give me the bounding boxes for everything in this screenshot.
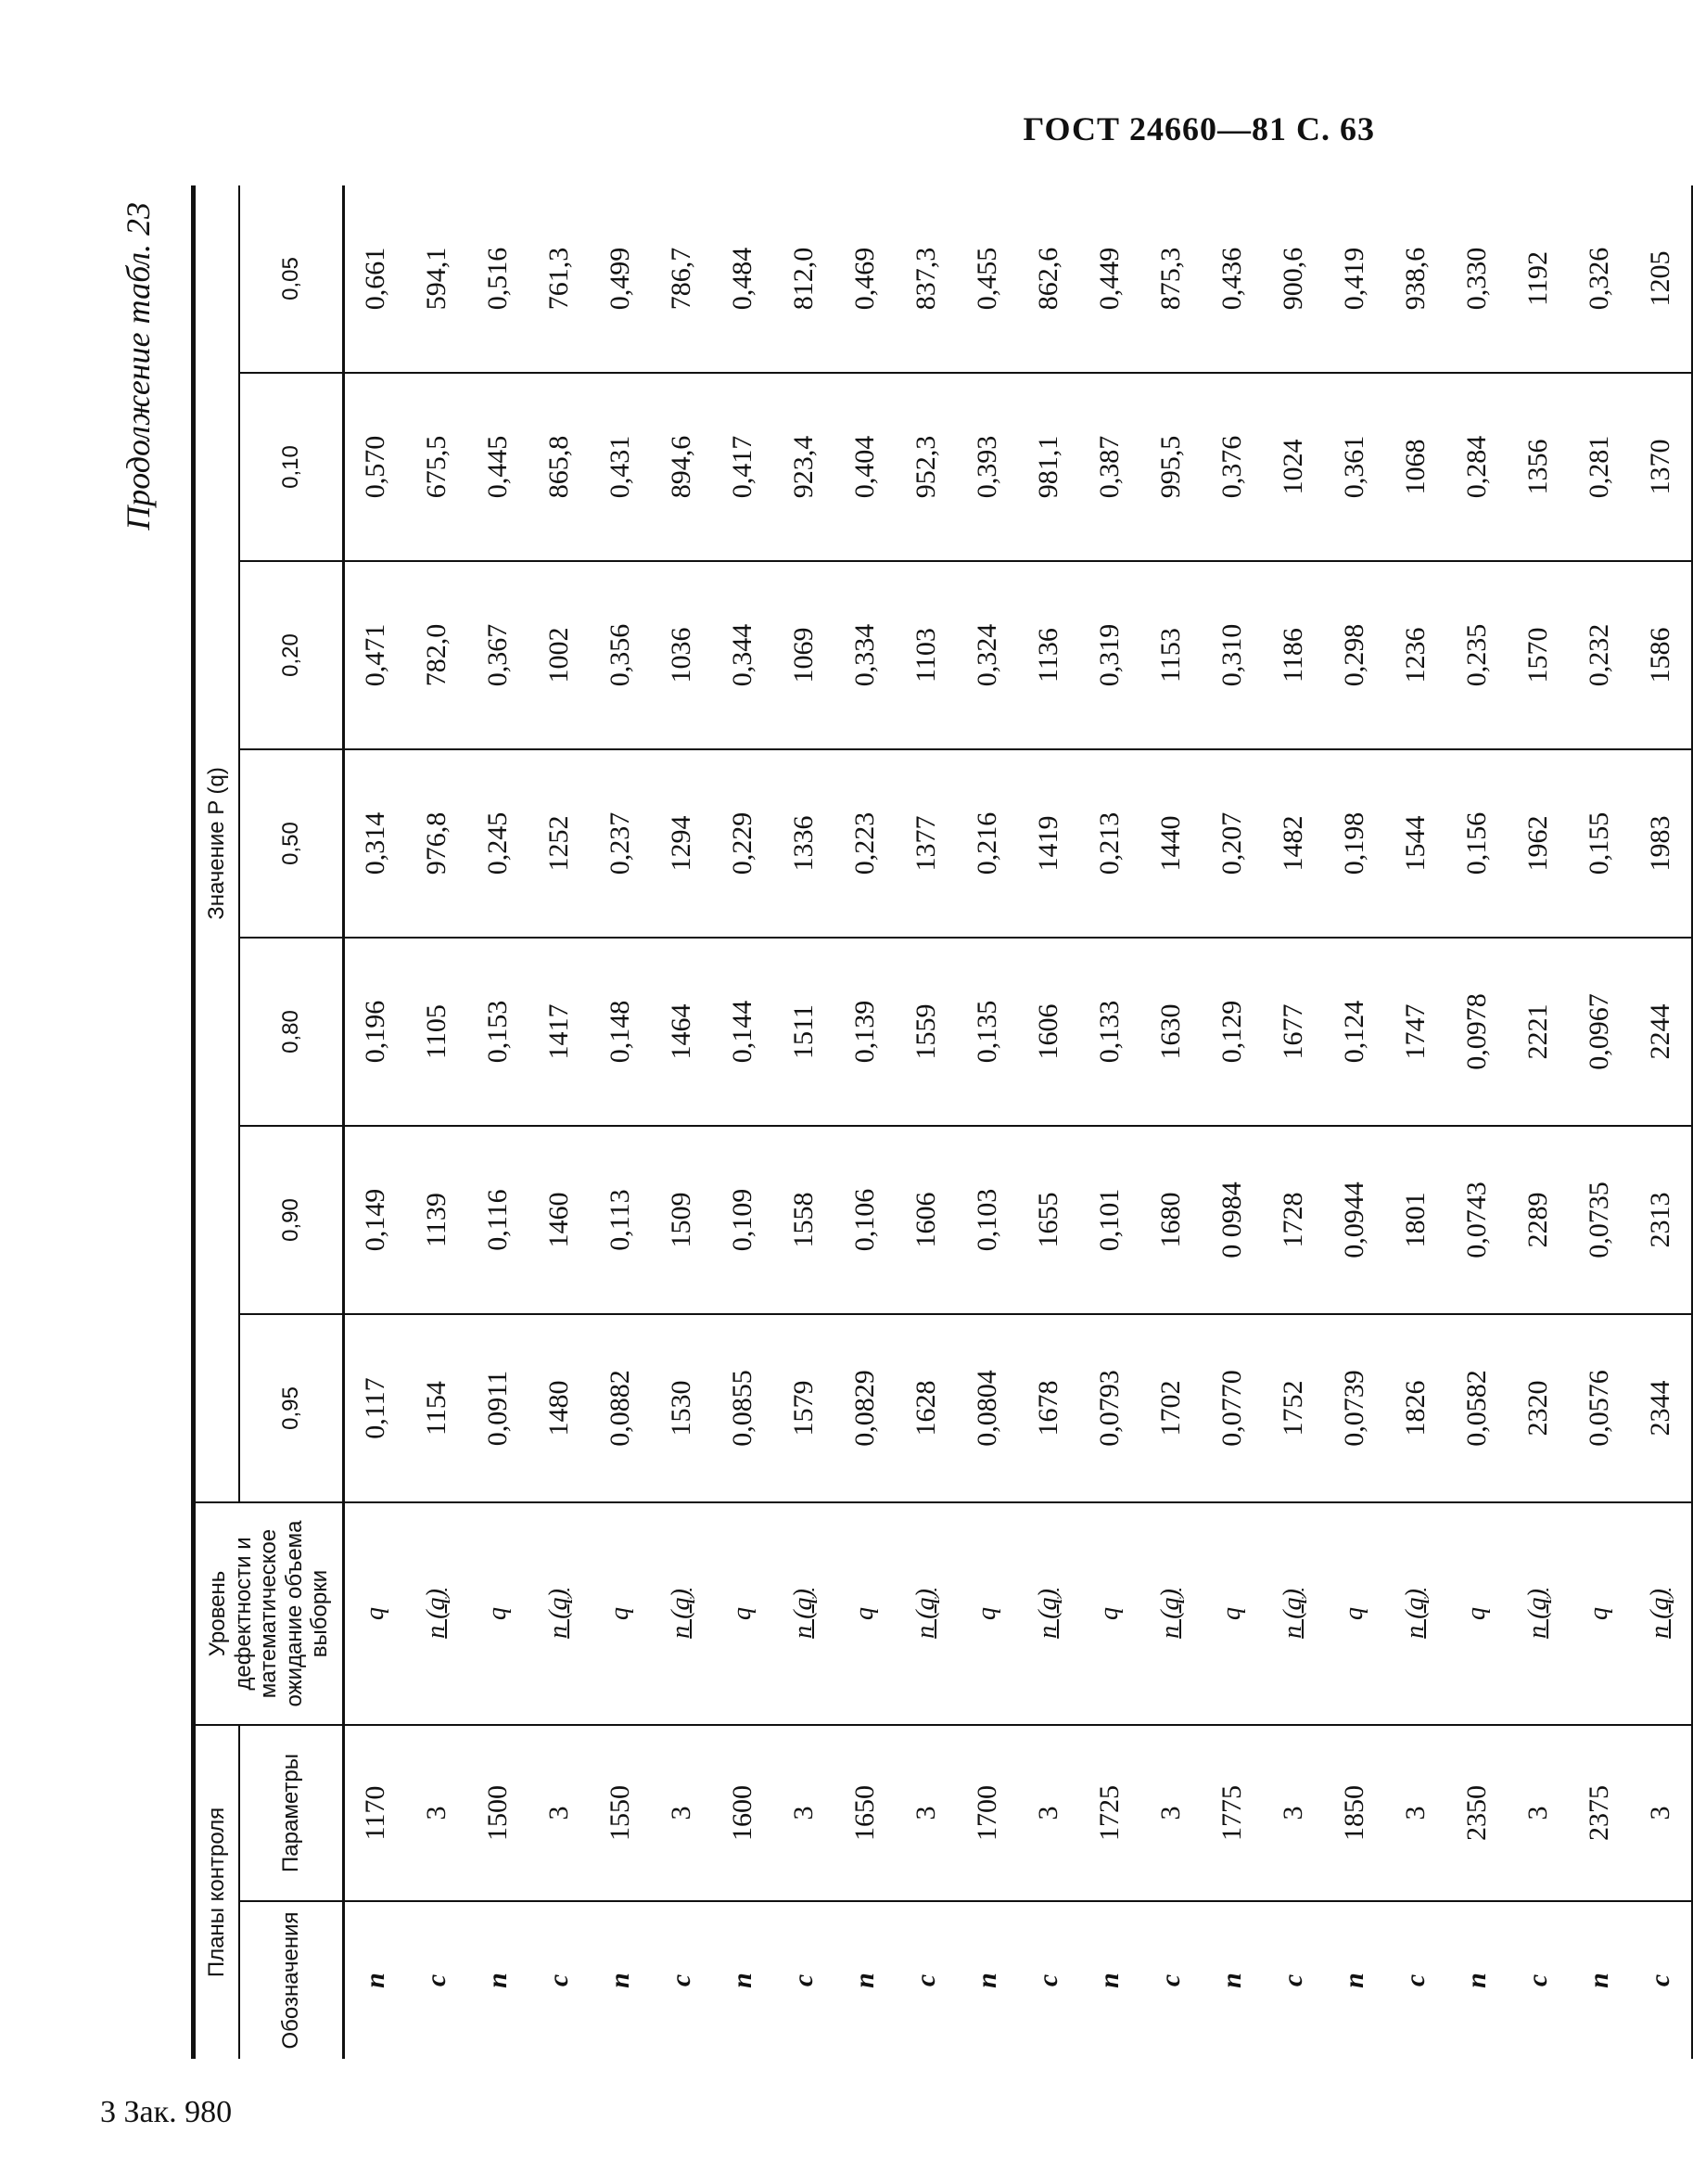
value-cell: 0,207 [1202, 749, 1263, 938]
value-cell: 0,155 [1569, 749, 1630, 938]
value-cell: 1511 [773, 938, 834, 1126]
value-cell: 2344 [1630, 1314, 1692, 1502]
table-row [1079, 185, 1140, 2059]
value-cell: 1530 [651, 1314, 712, 1502]
header-level [194, 1502, 344, 1725]
value-cell: 0,196 [344, 938, 407, 1126]
level-cell [590, 1502, 651, 1725]
level-cell [344, 1502, 407, 1725]
header-p-6: 0,05 [239, 185, 344, 373]
value-cell: 1002 [528, 561, 590, 749]
table-row [528, 185, 590, 2059]
table-row [344, 185, 407, 2059]
value-cell: 812,0 [773, 185, 834, 373]
table-caption: Продолжение табл. 23 [120, 202, 157, 530]
value-cell: 995,5 [1140, 373, 1202, 561]
table-row [1446, 185, 1508, 2059]
value-cell: 0,404 [834, 373, 896, 561]
level-cell [467, 1502, 528, 1725]
designation-cell: c [788, 1973, 819, 1987]
value-cell: 1419 [1018, 749, 1079, 938]
value-cell: 0,0743 [1446, 1126, 1508, 1314]
value-cell: 0,0739 [1324, 1314, 1385, 1502]
value-cell: 1460 [528, 1126, 590, 1314]
level-symbol: q [1340, 1607, 1368, 1620]
value-cell: 1801 [1385, 1126, 1446, 1314]
value-cell: 1336 [773, 749, 834, 938]
designation-cell: c [666, 1973, 696, 1987]
value-cell: 0,0855 [712, 1314, 773, 1502]
table-row [1140, 185, 1202, 2059]
value-cell: 786,7 [651, 185, 712, 373]
header-p-0: 0,95 [239, 1314, 344, 1502]
designation-cell: n [727, 1973, 757, 1988]
value-cell: 1154 [406, 1314, 467, 1502]
parameter-cell: 1170 [344, 1725, 407, 1901]
designation-cell: c [1155, 1973, 1186, 1987]
value-cell: 0,153 [467, 938, 528, 1126]
value-cell: 0,314 [344, 749, 407, 938]
level-symbol: n (q) [1646, 1589, 1674, 1639]
level-symbol: n (q) [422, 1589, 451, 1639]
value-cell: 2244 [1630, 938, 1692, 1126]
designation-cell: c [910, 1973, 941, 1987]
value-cell: 1153 [1140, 561, 1202, 749]
level-cell [1569, 1502, 1630, 1725]
table-row [1324, 185, 1385, 2059]
value-cell: 1655 [1018, 1126, 1079, 1314]
level-symbol: n (q) [1401, 1589, 1430, 1639]
value-cell: 0,661 [344, 185, 407, 373]
level-cell [1446, 1502, 1508, 1725]
value-cell: 1252 [528, 749, 590, 938]
value-cell: 0,330 [1446, 185, 1508, 373]
value-cell: 0,471 [344, 561, 407, 749]
value-cell: 0,245 [467, 749, 528, 938]
value-cell: 0,144 [712, 938, 773, 1126]
value-cell: 0,436 [1202, 185, 1263, 373]
value-cell: 1702 [1140, 1314, 1202, 1502]
value-cell: 761,3 [528, 185, 590, 373]
level-symbol: q [728, 1607, 757, 1620]
value-cell: 0,310 [1202, 561, 1263, 749]
level-symbol: q [483, 1607, 512, 1620]
table-row [1630, 185, 1692, 2059]
level-cell [773, 1502, 834, 1725]
designation-cell: n [1461, 1973, 1492, 1988]
header-p-4: 0,20 [239, 561, 344, 749]
value-cell: 0,284 [1446, 373, 1508, 561]
value-cell: 1069 [773, 561, 834, 749]
value-cell: 0,387 [1079, 373, 1140, 561]
value-cell: 1586 [1630, 561, 1692, 749]
value-cell: 0,499 [590, 185, 651, 373]
value-cell: 1606 [1018, 938, 1079, 1126]
parameter-cell: 1500 [467, 1725, 528, 1901]
value-cell: 1570 [1508, 561, 1569, 749]
table-row [651, 185, 712, 2059]
level-cell [1140, 1502, 1202, 1725]
value-cell: 0,431 [590, 373, 651, 561]
value-cell: 1606 [896, 1126, 957, 1314]
value-cell: 1139 [406, 1126, 467, 1314]
designation-cell: n [482, 1973, 513, 1988]
value-cell: 1440 [1140, 749, 1202, 938]
table-row [834, 185, 896, 2059]
parameter-cell: 1725 [1079, 1725, 1140, 1901]
designation-cell: n [605, 1973, 635, 1988]
data-table [191, 185, 1693, 2059]
level-symbol: n (q) [911, 1589, 940, 1639]
value-cell: 0,117 [344, 1314, 407, 1502]
level-symbol: q [1217, 1607, 1246, 1620]
level-symbol: n (q) [667, 1589, 695, 1639]
parameter-cell: 3 [1263, 1725, 1324, 1901]
value-cell: 976,8 [406, 749, 467, 938]
rotated-table-block [119, 185, 1675, 2059]
value-cell: 0,139 [834, 938, 896, 1126]
value-cell: 0,232 [1569, 561, 1630, 749]
page-header: ГОСТ 24660—81 С. 63 [1023, 110, 1375, 147]
value-cell: 1192 [1508, 185, 1569, 373]
value-cell: 0,0804 [957, 1314, 1018, 1502]
table-row [957, 185, 1018, 2059]
value-cell: 1417 [528, 938, 590, 1126]
value-cell: 0,356 [590, 561, 651, 749]
table-row [712, 185, 773, 2059]
table-row [1508, 185, 1569, 2059]
value-cell: 0,484 [712, 185, 773, 373]
designation-cell: n [972, 1973, 1002, 1988]
value-cell: 1544 [1385, 749, 1446, 938]
level-cell [1508, 1502, 1569, 1725]
level-symbol: n (q) [1523, 1589, 1552, 1639]
value-cell: 0,133 [1079, 938, 1140, 1126]
parameter-cell: 2350 [1446, 1725, 1508, 1901]
value-cell: 0,113 [590, 1126, 651, 1314]
value-cell: 0,334 [834, 561, 896, 749]
level-cell [406, 1502, 467, 1725]
value-cell: 1356 [1508, 373, 1569, 561]
level-symbol: q [973, 1607, 1001, 1620]
header-p-1: 0,90 [239, 1126, 344, 1314]
level-cell [712, 1502, 773, 1725]
header-p-5: 0,10 [239, 373, 344, 561]
value-cell: 1747 [1385, 938, 1446, 1126]
value-cell: 594,1 [406, 185, 467, 373]
level-cell [1385, 1502, 1446, 1725]
value-cell: 0,149 [344, 1126, 407, 1314]
parameter-cell: 3 [1630, 1725, 1692, 1901]
header-p-3: 0,50 [239, 749, 344, 938]
value-cell: 0,0911 [467, 1314, 528, 1502]
level-symbol: q [1462, 1607, 1491, 1620]
level-cell [1079, 1502, 1140, 1725]
table-row [1202, 185, 1263, 2059]
value-cell: 2289 [1508, 1126, 1569, 1314]
value-cell: 0,344 [712, 561, 773, 749]
value-cell: 0,129 [1202, 938, 1263, 1126]
value-cell: 0,367 [467, 561, 528, 749]
value-cell: 837,3 [896, 185, 957, 373]
value-cell: 1628 [896, 1314, 957, 1502]
value-cell: 1678 [1018, 1314, 1079, 1502]
parameter-cell: 1600 [712, 1725, 773, 1901]
table-row [467, 185, 528, 2059]
value-cell: 0,469 [834, 185, 896, 373]
value-cell: 0,393 [957, 373, 1018, 561]
designation-cell: n [849, 1973, 880, 1988]
value-cell: 1136 [1018, 561, 1079, 749]
designation-cell: c [1522, 1973, 1553, 1987]
value-cell: 0,324 [957, 561, 1018, 749]
value-cell: 2320 [1508, 1314, 1569, 1502]
designation-cell: n [1094, 1973, 1125, 1988]
level-symbol: n (q) [1156, 1589, 1185, 1639]
level-symbol: q [605, 1607, 634, 1620]
value-cell: 1103 [896, 561, 957, 749]
value-cell: 0,103 [957, 1126, 1018, 1314]
value-cell: 1752 [1263, 1314, 1324, 1502]
value-cell: 1558 [773, 1126, 834, 1314]
parameter-cell: 3 [528, 1725, 590, 1901]
value-cell: 1377 [896, 749, 957, 938]
table-row [590, 185, 651, 2059]
parameter-cell: 3 [773, 1725, 834, 1901]
header-plans-group: Планы контроля [194, 1725, 240, 2059]
designation-cell: c [1630, 1901, 1692, 2059]
level-cell [651, 1502, 712, 1725]
parameter-cell: 3 [1385, 1725, 1446, 1901]
value-cell: 1294 [651, 749, 712, 938]
value-cell: 1480 [528, 1314, 590, 1502]
parameter-cell: 3 [1508, 1725, 1569, 1901]
value-cell: 0,0978 [1446, 938, 1508, 1126]
value-cell: 1482 [1263, 749, 1324, 938]
designation-cell: c [1278, 1973, 1308, 1987]
level-symbol: n (q) [1034, 1589, 1063, 1639]
value-cell: 0,116 [467, 1126, 528, 1314]
parameter-cell: 1700 [957, 1725, 1018, 1901]
value-cell: 1036 [651, 561, 712, 749]
designation-cell: c [1400, 1973, 1431, 1987]
value-cell: 2313 [1630, 1126, 1692, 1314]
level-cell [1202, 1502, 1263, 1725]
value-cell: 0,570 [344, 373, 407, 561]
parameter-cell: 2375 [1569, 1725, 1630, 1901]
value-cell: 0,198 [1324, 749, 1385, 938]
value-cell: 0,0582 [1446, 1314, 1508, 1502]
value-cell: 1464 [651, 938, 712, 1126]
value-cell: 862,6 [1018, 185, 1079, 373]
value-cell: 1579 [773, 1314, 834, 1502]
header-p-2: 0,80 [239, 938, 344, 1126]
value-cell: 0,216 [957, 749, 1018, 938]
value-cell: 0,124 [1324, 938, 1385, 1126]
table-row [406, 185, 467, 2059]
value-cell: 1024 [1263, 373, 1324, 561]
value-cell: 0,101 [1079, 1126, 1140, 1314]
value-cell: 952,3 [896, 373, 957, 561]
value-cell: 0,361 [1324, 373, 1385, 561]
value-cell: 981,1 [1018, 373, 1079, 561]
value-cell: 1068 [1385, 373, 1446, 561]
value-cell: 1105 [406, 938, 467, 1126]
value-cell: 865,8 [528, 373, 590, 561]
table-row [773, 185, 834, 2059]
parameter-cell: 3 [651, 1725, 712, 1901]
value-cell: 1962 [1508, 749, 1569, 938]
level-cell [1324, 1502, 1385, 1725]
value-cell: 0,376 [1202, 373, 1263, 561]
level-cell [1630, 1502, 1692, 1725]
value-cell: 0,148 [590, 938, 651, 1126]
level-symbol: q [1585, 1607, 1613, 1620]
header-parameters: Параметры [239, 1725, 344, 1901]
value-cell: 0,419 [1324, 185, 1385, 373]
value-cell: 0,156 [1446, 749, 1508, 938]
value-cell: 0,237 [590, 749, 651, 938]
parameter-cell: 3 [1140, 1725, 1202, 1901]
value-cell: 782,0 [406, 561, 467, 749]
value-cell: 0,213 [1079, 749, 1140, 938]
value-cell: 0,455 [957, 185, 1018, 373]
value-cell: 0,516 [467, 185, 528, 373]
header-level-text: Уровень дефектности и математическое ожидание объема выборки [205, 1520, 333, 1707]
value-cell: 2221 [1508, 938, 1569, 1126]
value-cell: 1677 [1263, 938, 1324, 1126]
level-symbol: q [1095, 1607, 1124, 1620]
value-cell: 1186 [1263, 561, 1324, 749]
page-footer: 3 Зак. 980 [100, 2095, 233, 2129]
parameter-cell: 1850 [1324, 1725, 1385, 1901]
level-symbol: n (q) [1279, 1589, 1307, 1639]
value-cell: 1630 [1140, 938, 1202, 1126]
value-cell: 0,417 [712, 373, 773, 561]
level-cell [1018, 1502, 1079, 1725]
level-cell [528, 1502, 590, 1725]
parameter-cell: 3 [896, 1725, 957, 1901]
value-cell: 0,223 [834, 749, 896, 938]
value-cell: 1728 [1263, 1126, 1324, 1314]
parameter-cell: 1550 [590, 1725, 651, 1901]
level-symbol: n (q) [544, 1589, 573, 1639]
level-cell [957, 1502, 1018, 1725]
parameter-cell: 1650 [834, 1725, 896, 1901]
value-cell: 675,5 [406, 373, 467, 561]
value-cell: 0,0967 [1569, 938, 1630, 1126]
header-values-group: Значение P (q) [194, 185, 240, 1502]
value-cell: 1370 [1630, 373, 1692, 561]
designation-cell: n [1216, 1973, 1247, 1988]
value-cell: 894,6 [651, 373, 712, 561]
value-cell: 0,235 [1446, 561, 1508, 749]
designation-cell: c [421, 1973, 452, 1987]
level-symbol: n (q) [789, 1589, 818, 1639]
value-cell: 0,106 [834, 1126, 896, 1314]
level-cell [834, 1502, 896, 1725]
level-cell [1263, 1502, 1324, 1725]
table-row [1263, 185, 1324, 2059]
table-body [344, 185, 1693, 2059]
value-cell: 0,319 [1079, 561, 1140, 749]
value-cell: 0,0735 [1569, 1126, 1630, 1314]
parameter-cell: 3 [406, 1725, 467, 1901]
value-cell: 0,0944 [1324, 1126, 1385, 1314]
table-row [1385, 185, 1446, 2059]
header-designations: Обозначения [239, 1901, 344, 2059]
designation-cell: c [1033, 1973, 1063, 1987]
value-cell: 1236 [1385, 561, 1446, 749]
designation-cell: n [1584, 1973, 1614, 1988]
value-cell: 0,445 [467, 373, 528, 561]
value-cell: 0 0984 [1202, 1126, 1263, 1314]
level-symbol: q [361, 1607, 389, 1620]
table-row [1569, 185, 1630, 2059]
value-cell: 923,4 [773, 373, 834, 561]
value-cell: 0,109 [712, 1126, 773, 1314]
value-cell: 875,3 [1140, 185, 1202, 373]
value-cell: 0,281 [1569, 373, 1630, 561]
level-cell [896, 1502, 957, 1725]
designation-cell: n [360, 1973, 390, 1988]
value-cell: 938,6 [1385, 185, 1446, 373]
value-cell: 0,326 [1569, 185, 1630, 373]
value-cell: 0,0882 [590, 1314, 651, 1502]
value-cell: 1509 [651, 1126, 712, 1314]
value-cell: 0,0793 [1079, 1314, 1140, 1502]
value-cell: 0,135 [957, 938, 1018, 1126]
parameter-cell: 1775 [1202, 1725, 1263, 1901]
value-cell: 1559 [896, 938, 957, 1126]
designation-cell: c [543, 1973, 574, 1987]
table-row [896, 185, 957, 2059]
value-cell: 1680 [1140, 1126, 1202, 1314]
value-cell: 0,449 [1079, 185, 1140, 373]
value-cell: 900,6 [1263, 185, 1324, 373]
designation-cell: n [1339, 1973, 1369, 1988]
value-cell: 1983 [1630, 749, 1692, 938]
value-cell: 1205 [1630, 185, 1692, 373]
value-cell: 0,229 [712, 749, 773, 938]
level-symbol: q [850, 1607, 879, 1620]
value-cell: 0,0829 [834, 1314, 896, 1502]
value-cell: 1826 [1385, 1314, 1446, 1502]
value-cell: 0,0576 [1569, 1314, 1630, 1502]
parameter-cell: 3 [1018, 1725, 1079, 1901]
table-row [1018, 185, 1079, 2059]
value-cell: 0,298 [1324, 561, 1385, 749]
value-cell: 0,0770 [1202, 1314, 1263, 1502]
